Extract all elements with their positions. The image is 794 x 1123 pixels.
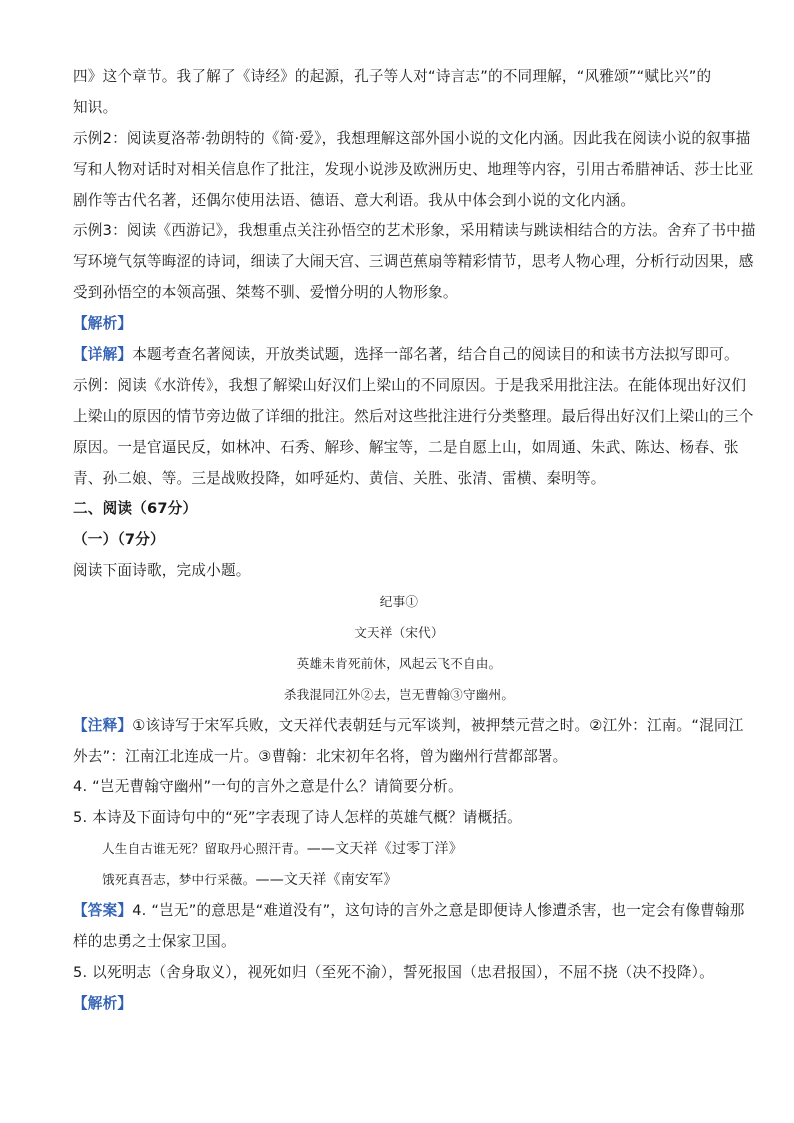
poem-title: 纪事① (379, 594, 419, 610)
paragraph-line: 四》这个章节。我了解了《诗经》的起源，孔子等人对“诗言志”的不同理解，“风雅颂”“赋比兴”的 (73, 68, 712, 85)
detailed-explanation-line (73, 340, 739, 371)
paragraph-line: 写环境气氛等晦涩的诗词，细读了大闹天宫、三调芭蕉扇等精彩情节，思考人物心理，分析行动因果，感 (73, 253, 754, 271)
answer-4-text: 4. “岂无”的意思是“难道没有”，这句诗的言外之意是即便诗人惨遭杀害，也一定会有像曹翰那 (132, 902, 745, 920)
quoted-verse-text: 人生自古谁无死？留取丹心照汗青。 (102, 841, 307, 857)
document-page (73, 62, 756, 1020)
detailed-explanation-text: 本题考查名著阅读，开放类试题，选择一部名著，结合自己的阅读目的和读书方法拟写即可。 (132, 346, 739, 364)
paragraph-line: 原因。一是官逼民反，如林冲、石秀、解珍、解宝等，二是自愿上山，如周通、朱武、陈达、杨春、张 (73, 438, 739, 456)
paragraph-line: 青、孙二娘、等。三是战败投降，如呼延灼、黄信、关胜、张清、雷横、秦明等。 (73, 469, 606, 487)
analysis-tag: 【解析】 (73, 994, 133, 1012)
answer-continuation: 样的忠勇之士保家卫国。 (73, 932, 236, 950)
paragraph-line: 剧作等古代名著，还偶尔使用法语、德语、意大利语。我从中体会到小说的文化内涵。 (73, 191, 636, 209)
annotation-line (73, 711, 744, 742)
analysis-tag-line (73, 309, 725, 340)
answer-5-text: 5. 以死明志（舍身取义），视死如归（至死不渝），誓死报国（忠君报国），不屈不挠（决不投降）。 (73, 963, 714, 981)
paragraph-line: 写和人物对话时对相关信息作了批注，发现小说涉及欧洲历史、地理等内容，引用古希腊神话、莎士比亚 (73, 160, 754, 178)
poem-line: 英雄未肯死前休，风起云飞不自由。 (296, 655, 502, 671)
quoted-verse-source: ——文天祥《过零丁洋》 (306, 841, 463, 858)
analysis-tag: 【解析】 (73, 315, 133, 333)
question-4: 4. “岂无曹翰守幽州”一句的言外之意是什么？请简要分析。 (73, 778, 463, 796)
answer-tag: 【答案】 (73, 902, 133, 920)
quoted-verse-source: ——文天祥《南安军》 (255, 872, 398, 889)
section-heading: 二、阅读（67分） (73, 500, 198, 518)
annotation-tag: 【注释】 (73, 716, 133, 734)
quoted-verse-text: 饿死真吾志，梦中行采薇。 (102, 872, 256, 888)
instruction-text: 阅读下面诗歌，完成小题。 (73, 562, 251, 580)
paragraph-line: 示例2：阅读夏洛蒂·勃朗特的《简·爱》，我想理解这部外国小说的文化内涵。因此我在阅读小说的叙事描 (73, 129, 751, 147)
paragraph-line: 示例：阅读《水浒传》，我想了解梁山好汉们上梁山的不同原因。于是我采用批注法。在能体现出好汉们 (73, 376, 747, 394)
paragraph-line: 受到孙悟空的本领高强、桀骜不驯、爱憎分明的人物形象。 (73, 284, 458, 302)
subsection-heading: （一）（7分） (73, 531, 165, 549)
paragraph-line: 示例3：阅读《西游记》，我想重点关注孙悟空的艺术形象，采用精读与跳读相结合的方法。舍弃了书中描 (73, 222, 756, 240)
quoted-verse (73, 865, 725, 896)
detailed-explanation-tag: 【详解】 (73, 346, 133, 364)
answer-line (73, 896, 745, 927)
poem-author: 文天祥（宋代） (354, 625, 444, 641)
annotation-text: ①该诗写于宋军兵败，文天祥代表朝廷与元军谈判，被押禁元营之时。②江外：江南。“混同江 (132, 716, 744, 734)
annotation-continuation: 外去”：江南江北连成一片。③曹翰：北宋初年名将，曾为幽州行营都部署。 (73, 747, 568, 765)
paragraph-line: 知识。 (73, 98, 118, 116)
question-5: 5. 本诗及下面诗句中的“死”字表现了诗人怎样的英雄气概？请概括。 (73, 809, 522, 827)
paragraph-line: 上梁山的原因的情节旁边做了详细的批注。然后对这些批注进行分类整理。最后得出好汉们上梁山的三个 (73, 407, 754, 425)
poem-line: 杀我混同江外②去，岂无曹翰③守幽州。 (283, 686, 515, 702)
analysis-tag-line (73, 989, 725, 1020)
quoted-verse (73, 834, 725, 865)
